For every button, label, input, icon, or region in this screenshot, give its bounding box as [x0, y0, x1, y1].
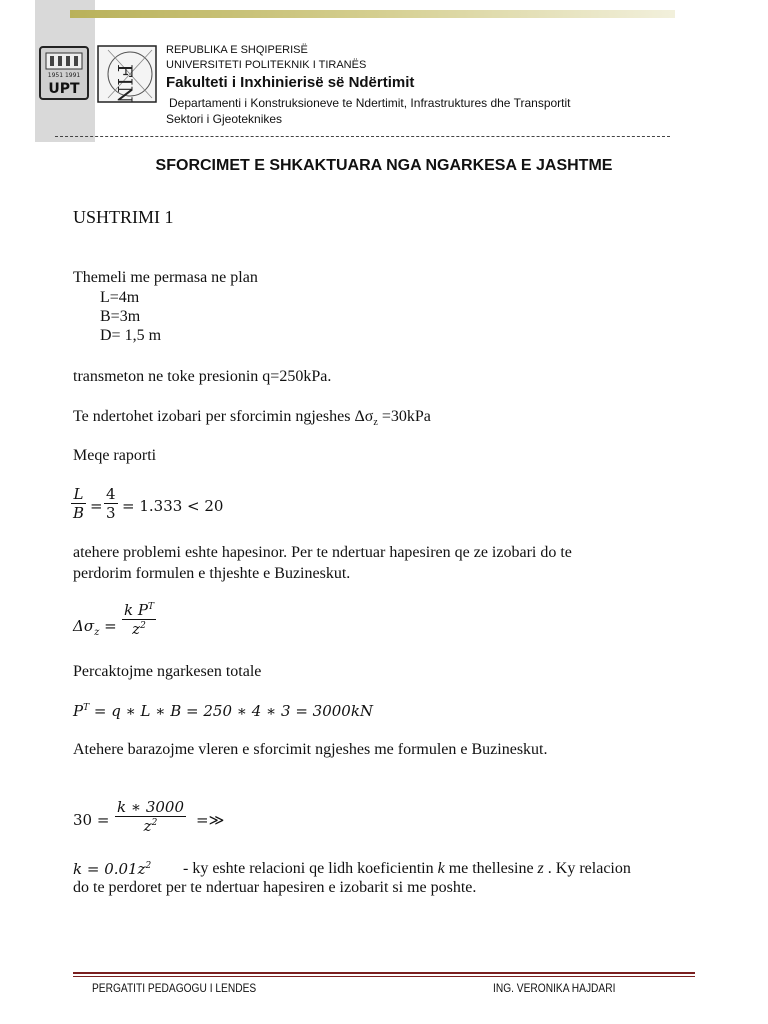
fin-logo	[96, 44, 158, 109]
eq1-result: = 1.333 < 20	[122, 497, 224, 515]
header-divider	[55, 136, 670, 137]
eq2-lhs: $\Delta\sigma_z$ =	[73, 617, 117, 638]
paragraph-foundation: Themeli me permasa ne plan	[73, 269, 258, 286]
header-sector: Sektori i Gjeoteknikes	[166, 112, 283, 126]
page-title: SFORCIMET E SHKAKTUARA NGA NGARKESA E JASHTME	[155, 157, 613, 174]
header-top-bar	[70, 10, 675, 18]
eq4-lhs: 30 =	[73, 811, 110, 829]
footer-divider-thin	[73, 976, 695, 977]
dimension-d: D= 1,5 m	[100, 327, 162, 344]
eq1-fraction-lb: L B	[73, 485, 85, 522]
paragraph-relation-line1: - ky eshte relacioni qe lidh koeficientin k me thellesine z . Ky relacion	[183, 860, 631, 877]
eq4-fraction: k ∗ 3000 $z^2$	[117, 798, 184, 835]
paragraph-relation-line2: do te perdoret per te ndertuar hapesiren e izobarit si me poshte.	[73, 879, 477, 896]
footer-divider	[73, 972, 695, 974]
paragraph-spatial-line2: perdorim formulen e thjeshte e Buzineskut.	[73, 565, 351, 582]
header-department: Departamenti i Konstruksioneve te Ndertimit, Infrastruktures dhe Transportit	[169, 96, 571, 110]
eq4-implies: =≫	[196, 811, 225, 829]
dimension-l: L=4m	[100, 289, 140, 306]
fin-logo-text: FIN	[113, 64, 137, 104]
upt-logo	[38, 45, 90, 106]
dimension-b: B=3m	[100, 308, 141, 325]
header-republic: REPUBLIKA E SHQIPERISË	[166, 44, 308, 56]
upt-logo-text: UPT	[48, 81, 80, 97]
eq3-total-load: $P^T = q$ ∗ L ∗ B = 250 ∗ 4 ∗ 3 = 3000kN	[73, 702, 374, 720]
paragraph-equate: Atehere barazojme vleren e sforcimit ngjeshes me formulen e Buzineskut.	[73, 741, 548, 758]
paragraph-isobar: Te ndertohet izobari per sforcimin ngjeshes $\Delta\sigma_z =30kPa$	[73, 408, 431, 429]
footer-author: ING. VERONIKA HAJDARI	[493, 981, 616, 995]
eq2-fraction: k $P^T$ $z^2$	[124, 601, 154, 638]
paragraph-pressure: transmeton ne toke presionin q=250kPa.	[73, 368, 332, 385]
footer-prepared-by: PERGATITI PEDAGOGU I LENDES	[92, 981, 257, 995]
paragraph-total-load: Percaktojme ngarkesen totale	[73, 663, 262, 680]
header-university: UNIVERSITETI POLITEKNIK I TIRANËS	[166, 59, 367, 71]
eq5-relation: $k = 0.01z^2$	[73, 860, 152, 878]
eq1-fraction-43: 4 3	[106, 485, 116, 522]
eq1-equals: =	[90, 497, 103, 515]
upt-logo-years: 1951 1991	[47, 72, 81, 79]
paragraph-ratio: Meqe raporti	[73, 447, 157, 464]
exercise-heading: USHTRIMI 1	[73, 207, 174, 227]
paragraph-spatial-line1: atehere problemi eshte hapesinor. Per te ndertuar hapesiren qe ze izobari do te	[73, 544, 572, 561]
header-faculty: Fakulteti i Inxhinierisë së Ndërtimit	[166, 74, 415, 91]
